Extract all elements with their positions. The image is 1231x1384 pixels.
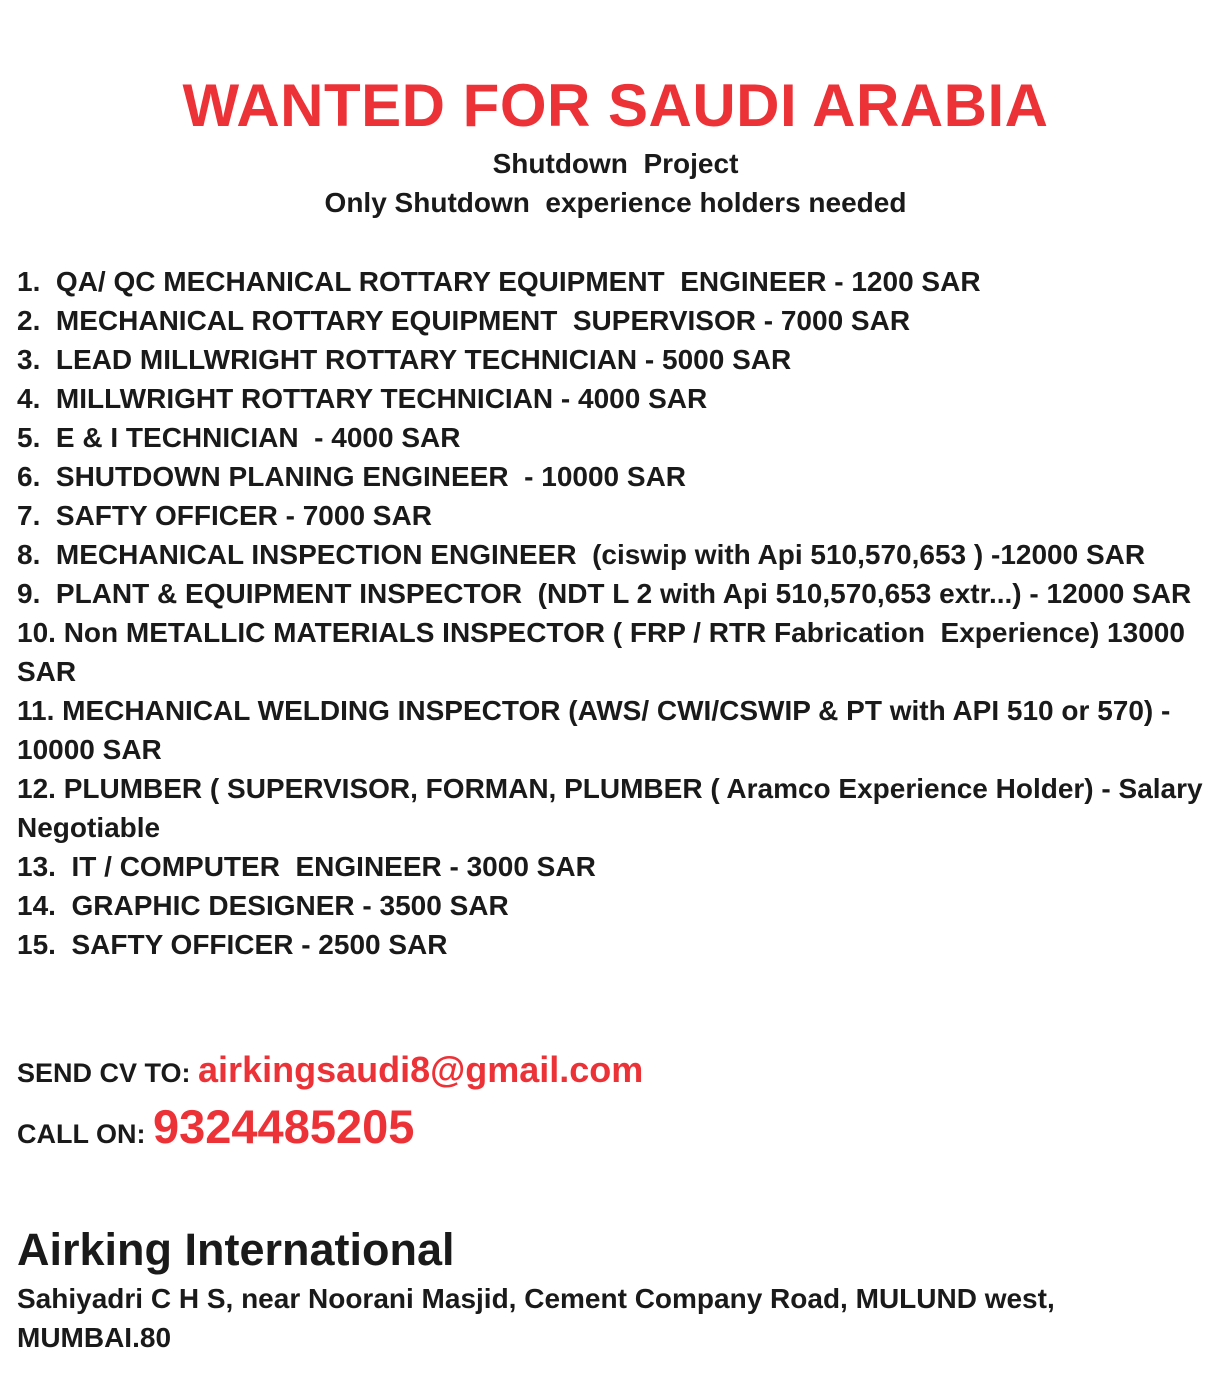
page-title: WANTED FOR SAUDI ARABIA [182, 72, 1049, 139]
job-item-9: 9. PLANT & EQUIPMENT INSPECTOR (NDT L 2 with Api 510,570,653 extr...) - 12000 SAR [17, 578, 1192, 609]
job-item-7: 7. SAFTY OFFICER - 7000 SAR [17, 500, 432, 531]
job-item-10: 10. Non METALLIC MATERIALS INSPECTOR ( FRP / RTR Fabrication Experience) 13000 SAR [17, 617, 1193, 687]
send-cv-label: SEND CV TO: [17, 1058, 199, 1088]
job-item-14: 14. GRAPHIC DESIGNER - 3500 SAR [17, 890, 509, 921]
job-item-5: 5. E & I TECHNICIAN - 4000 SAR [17, 422, 461, 453]
project-subtitle: Shutdown Project [492, 148, 739, 179]
email-link[interactable]: airkingsaudi8@gmail.com [198, 1049, 644, 1090]
send-cv-line [17, 1046, 643, 1102]
company-address: Sahiyadri C H S, near Noorani Masjid, Cement Company Road, MULUND west, MUMBAI.80 [17, 1283, 1055, 1353]
job-item-11: 11. MECHANICAL WELDING INSPECTOR (AWS/ CWI/CSWIP & PT with API 510 or 570) - 10000 SAR [17, 695, 1179, 765]
job-item-12: 12. PLUMBER ( SUPERVISOR, FORMAN, PLUMBER ( Aramco Experience Holder) - Salary Negotiable [17, 773, 1219, 843]
call-on-label: CALL ON: [17, 1119, 153, 1149]
phone-number[interactable]: 9324485205 [153, 1100, 415, 1153]
job-item-3: 3. LEAD MILLWRIGHT ROTTARY TECHNICIAN - 5000 SAR [17, 344, 792, 375]
call-on-line [17, 1098, 414, 1168]
job-item-15: 15. SAFTY OFFICER - 2500 SAR [17, 929, 448, 960]
job-item-8: 8. MECHANICAL INSPECTION ENGINEER (ciswip with Api 510,570,653 ) -12000 SAR [17, 539, 1146, 570]
job-item-6: 6. SHUTDOWN PLANING ENGINEER - 10000 SAR [17, 461, 687, 492]
experience-requirement: Only Shutdown experience holders needed [324, 187, 907, 218]
job-item-2: 2. MECHANICAL ROTTARY EQUIPMENT SUPERVISOR - 7000 SAR [17, 305, 911, 336]
job-item-1: 1. QA/ QC MECHANICAL ROTTARY EQUIPMENT ENGINEER - 1200 SAR [17, 266, 981, 297]
job-item-4: 4. MILLWRIGHT ROTTARY TECHNICIAN - 4000 SAR [17, 383, 708, 414]
job-list [17, 262, 1217, 964]
job-item-13: 13. IT / COMPUTER ENGINEER - 3000 SAR [17, 851, 596, 882]
company-name: Airking International [17, 1224, 455, 1275]
